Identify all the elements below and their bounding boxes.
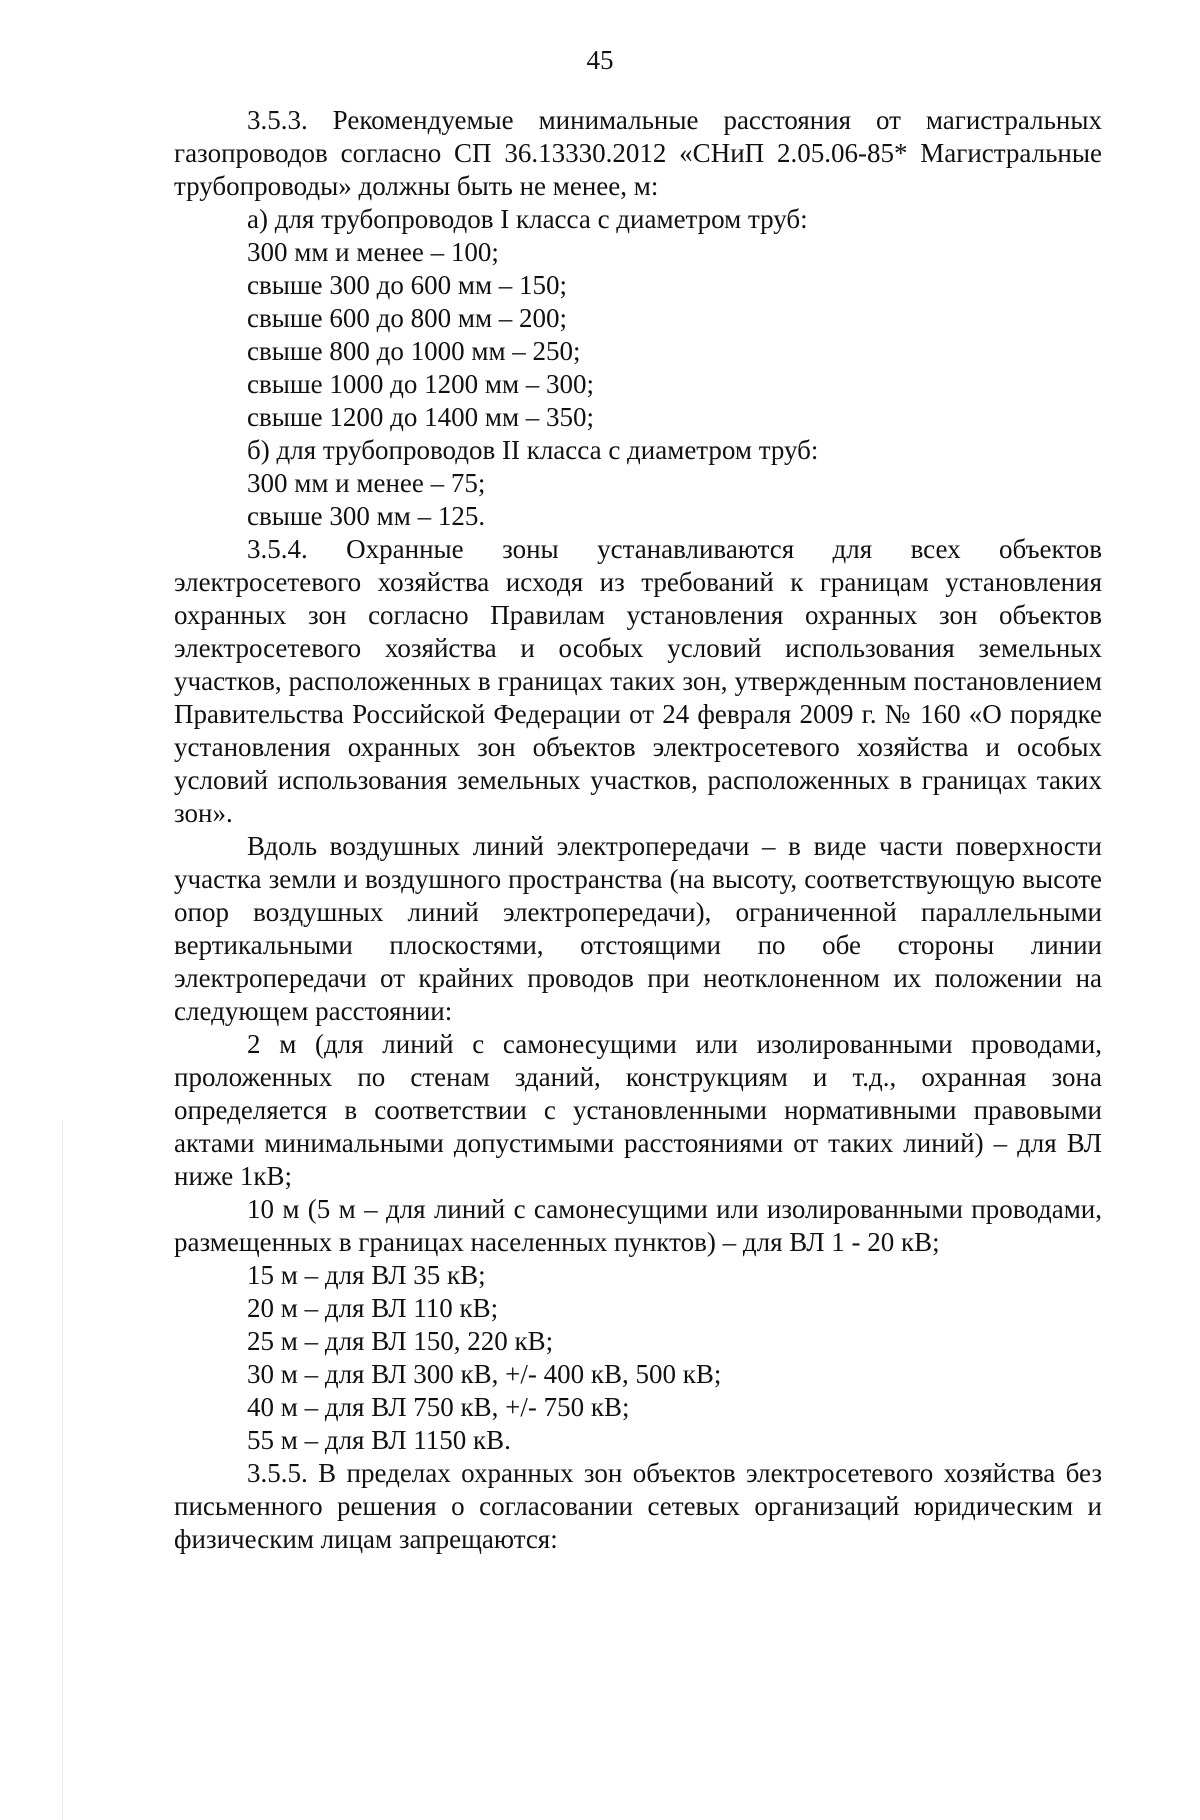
distance-item: 20 м – для ВЛ 110 кВ; <box>247 1293 499 1323</box>
document-body <box>174 104 1102 1556</box>
class-2-item: 300 мм и менее – 75; <box>247 468 486 498</box>
class-2-item: свыше 300 мм – 125. <box>247 501 486 531</box>
distance-item: 15 м – для ВЛ 35 кВ; <box>247 1260 486 1290</box>
distance-item: 25 м – для ВЛ 150, 220 кВ; <box>247 1326 554 1356</box>
paragraph-3-5-5: 3.5.5. В пределах охранных зон объектов электросетевого хозяйства без письменного решения о согласовании сетевых организаций юридическим и физическим лицам запрещаются: <box>174 1458 1102 1554</box>
class-1-item: свыше 300 до 600 мм – 150; <box>247 270 568 300</box>
class-1-item: свыше 1200 до 1400 мм – 350; <box>247 402 595 432</box>
distance-item: 40 м – для ВЛ 750 кВ, +/- 750 кВ; <box>247 1392 630 1422</box>
class-1-item: свыше 800 до 1000 мм – 250; <box>247 336 581 366</box>
paragraph-overhead-lines: Вдоль воздушных линий электропередачи – в виде части поверхности участка земли и воздушного пространства (на высоту, соответствующую высоте опор воздушных линий электропередачи), ограниченной параллельными вертикальными плоскостями, отстоящими по обе стороны линии электропередачи от крайних проводов при неотклоненном их положении на следующем расстоянии: <box>174 831 1102 1026</box>
distance-item: 30 м – для ВЛ 300 кВ, +/- 400 кВ, 500 кВ; <box>247 1359 722 1389</box>
class-1-item: свыше 1000 до 1200 мм – 300; <box>247 369 595 399</box>
class-1-item: свыше 600 до 800 мм – 200; <box>247 303 568 333</box>
paragraph-10m: 10 м (5 м – для линий с самонесущими или изолированными проводами, размещенных в границах населенных пунктов) – для ВЛ 1 - 20 кВ; <box>174 1194 1102 1257</box>
class-1-item: 300 мм и менее – 100; <box>247 237 499 267</box>
page-number: 45 <box>586 45 614 75</box>
paragraph-2m: 2 м (для линий с самонесущими или изолированными проводами, проложенных по стенам зданий, конструкциям и т.д., охранная зона определяется в соответствии с установленными нормативными правовыми актами минимальными допустимыми расстояниями от таких линий) – для ВЛ ниже 1кВ; <box>174 1029 1102 1191</box>
paragraph-3-5-4: 3.5.4. Охранные зоны устанавливаются для всех объектов электросетевого хозяйства исходя из требований к границам установления охранных зон согласно Правилам установления охранных зон объектов электросетевого хозяйства и особых условий использования земельных участков, расположенных в границах таких зон, утвержденным постановлением Правительства Российской Федерации от 24 февраля 2009 г. № 160 «О порядке установления охранных зон объектов электросетевого хозяйства и особых условий использования земельных участков, расположенных в границах таких зон». <box>174 534 1102 828</box>
distance-item: 55 м – для ВЛ 1150 кВ. <box>247 1425 511 1455</box>
scan-margin-line <box>62 1120 63 1820</box>
paragraph-3-5-3: 3.5.3. Рекомендуемые минимальные расстояния от магистральных газопроводов согласно СП 36.13330.2012 «СНиП 2.05.06-85* Магистральные трубопроводы» должны быть не менее, м: <box>174 105 1102 201</box>
class-2-header: б) для трубопроводов II класса с диаметром труб: <box>247 435 819 465</box>
class-1-header: а) для трубопроводов I класса с диаметром труб: <box>247 204 808 234</box>
